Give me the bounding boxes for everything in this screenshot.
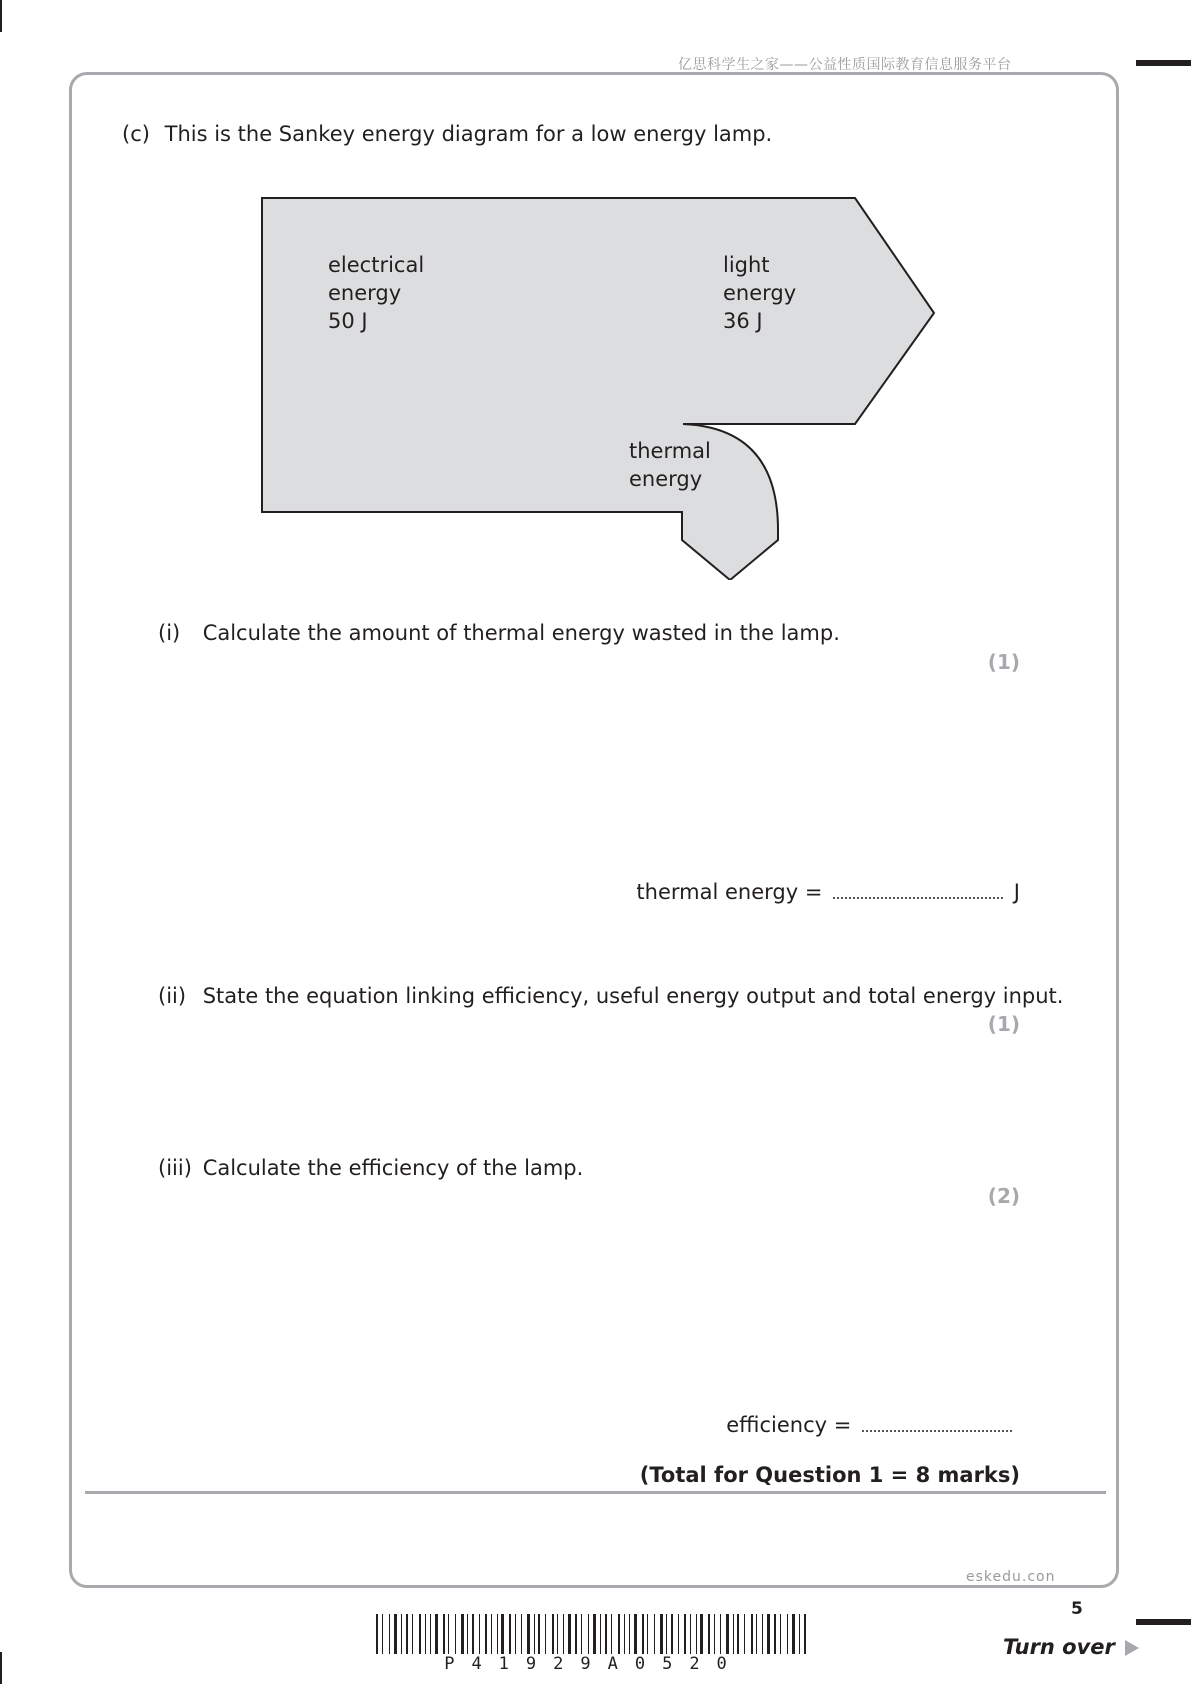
question-total: (Total for Question 1 = 8 marks) — [639, 1463, 1020, 1487]
part-iii-label: (iii) — [158, 1156, 192, 1180]
barcode-bar — [568, 1614, 571, 1654]
barcode-bar — [629, 1614, 630, 1654]
turn-over-text: Turn over — [1003, 1635, 1115, 1659]
barcode-bar — [611, 1614, 612, 1654]
barcode-bar — [501, 1614, 504, 1654]
barcode-bar — [708, 1614, 710, 1654]
barcode-bar — [666, 1614, 667, 1654]
barcode-bar — [435, 1614, 438, 1654]
part-iii-text: Calculate the efficiency of the lamp. — [202, 1156, 584, 1180]
thermal-energy-answer-line[interactable] — [833, 897, 1003, 899]
barcode-text: P41929A0520 — [444, 1654, 744, 1674]
divider-rule — [85, 1491, 1106, 1494]
barcode-bar — [726, 1614, 729, 1654]
efficiency-label: efficiency = — [726, 1413, 852, 1437]
barcode-bar — [634, 1614, 637, 1654]
barcode-bar — [792, 1614, 795, 1654]
useful-label-line2: energy — [723, 281, 797, 305]
barcode-bar — [376, 1614, 378, 1654]
barcode-bar — [563, 1614, 564, 1654]
barcode-bar — [762, 1614, 763, 1654]
barcode-bar — [671, 1614, 673, 1654]
input-value: 50 J — [328, 309, 368, 333]
barcode-bar — [588, 1614, 589, 1654]
barcode-bar — [684, 1614, 686, 1654]
part-iii — [158, 1156, 583, 1180]
barcode-bar — [467, 1614, 468, 1654]
barcode-bar — [425, 1614, 426, 1654]
barcode-bar — [618, 1614, 620, 1654]
barcode-bar — [678, 1614, 679, 1654]
barcode-bar — [756, 1614, 757, 1654]
barcode-bar — [690, 1614, 691, 1654]
input-label-line1: electrical — [328, 253, 425, 277]
question-c-label: (c) — [122, 122, 150, 146]
part-ii-text: State the equation linking efficiency, useful energy output and total energy input. — [202, 984, 1064, 1008]
thermal-energy-unit: J — [1013, 880, 1020, 904]
barcode-bar — [804, 1614, 806, 1654]
barcode-bar — [557, 1614, 558, 1654]
part-i-text: Calculate the amount of thermal energy wasted in the lamp. — [202, 621, 840, 645]
sankey-diagram — [250, 190, 950, 580]
barcode-bar — [515, 1614, 516, 1654]
useful-value: 36 J — [723, 309, 763, 333]
barcode — [376, 1614, 812, 1654]
barcode-bar — [412, 1614, 413, 1654]
thermal-energy-label: thermal energy = — [636, 880, 823, 904]
barcode-bar — [545, 1614, 546, 1654]
barcode-bar — [654, 1614, 655, 1654]
barcode-bar — [455, 1614, 456, 1654]
barcode-bar — [660, 1614, 663, 1654]
crop-mark — [0, 0, 2, 32]
part-iii-marks: (2) — [987, 1184, 1020, 1208]
barcode-bar — [443, 1614, 445, 1654]
wasted-label-line2: energy — [629, 467, 703, 491]
crop-mark — [0, 1652, 2, 1684]
question-c — [122, 122, 772, 146]
barcode-bar — [394, 1614, 397, 1654]
barcode-bar — [527, 1614, 530, 1654]
barcode-bar — [767, 1614, 770, 1654]
question-c-text: This is the Sankey energy diagram for a low energy lamp. — [164, 122, 773, 146]
efficiency-answer-line[interactable] — [862, 1430, 1012, 1432]
barcode-bar — [733, 1614, 734, 1654]
barcode-bar — [624, 1614, 625, 1654]
turn-over — [1003, 1635, 1139, 1659]
barcode-bar — [430, 1614, 431, 1654]
barcode-bar — [600, 1614, 601, 1654]
barcode-bar — [472, 1614, 474, 1654]
barcode-bar — [521, 1614, 522, 1654]
barcode-bar — [485, 1614, 487, 1654]
part-i — [158, 621, 840, 645]
barcode-bar — [406, 1614, 408, 1654]
barcode-bar — [491, 1614, 492, 1654]
barcode-bar — [575, 1614, 577, 1654]
part-ii-label: (ii) — [158, 984, 187, 1008]
barcode-bar — [382, 1614, 383, 1654]
barcode-bar — [605, 1614, 607, 1654]
barcode-bar — [780, 1614, 781, 1654]
barcode-bar — [461, 1614, 464, 1654]
barcode-bar — [744, 1614, 745, 1654]
part-i-marks: (1) — [987, 650, 1020, 674]
barcode-bar — [479, 1614, 480, 1654]
barcode-bar — [552, 1614, 554, 1654]
barcode-bar — [534, 1614, 535, 1654]
footer-watermark: eskedu.con — [966, 1569, 1056, 1585]
barcode-bar — [538, 1614, 540, 1654]
barcode-bar — [714, 1614, 715, 1654]
input-label-line2: energy — [328, 281, 402, 305]
barcode-bar — [593, 1614, 596, 1654]
barcode-bar — [751, 1614, 753, 1654]
barcode-bar — [647, 1614, 648, 1654]
barcode-bar — [787, 1614, 788, 1654]
barcode-bar — [389, 1614, 390, 1654]
barcode-bar — [696, 1614, 697, 1654]
margin-bar — [1136, 1619, 1191, 1625]
barcode-bar — [581, 1614, 582, 1654]
header-watermark: 亿思科学生之家——公益性质国际教育信息服务平台 — [678, 57, 1012, 73]
barcode-bar — [737, 1614, 739, 1654]
wasted-label-line1: thermal — [629, 439, 711, 463]
barcode-bar — [419, 1614, 421, 1654]
part-ii-marks: (1) — [987, 1012, 1020, 1036]
margin-bar — [1136, 60, 1191, 66]
barcode-bar — [774, 1614, 776, 1654]
barcode-bar — [700, 1614, 703, 1654]
turn-over-arrow-icon — [1125, 1640, 1139, 1656]
barcode-bar — [509, 1614, 511, 1654]
page-number: 5 — [1071, 1599, 1083, 1619]
barcode-bar — [448, 1614, 449, 1654]
barcode-bar — [401, 1614, 402, 1654]
barcode-bar — [720, 1614, 721, 1654]
efficiency-answer — [726, 1413, 1016, 1437]
useful-label-line1: light — [723, 253, 770, 277]
thermal-energy-answer — [636, 880, 1020, 904]
part-i-label: (i) — [158, 621, 181, 645]
barcode-bar — [497, 1614, 498, 1654]
barcode-bar — [642, 1614, 644, 1654]
barcode-bar — [799, 1614, 800, 1654]
part-ii — [158, 984, 1063, 1008]
